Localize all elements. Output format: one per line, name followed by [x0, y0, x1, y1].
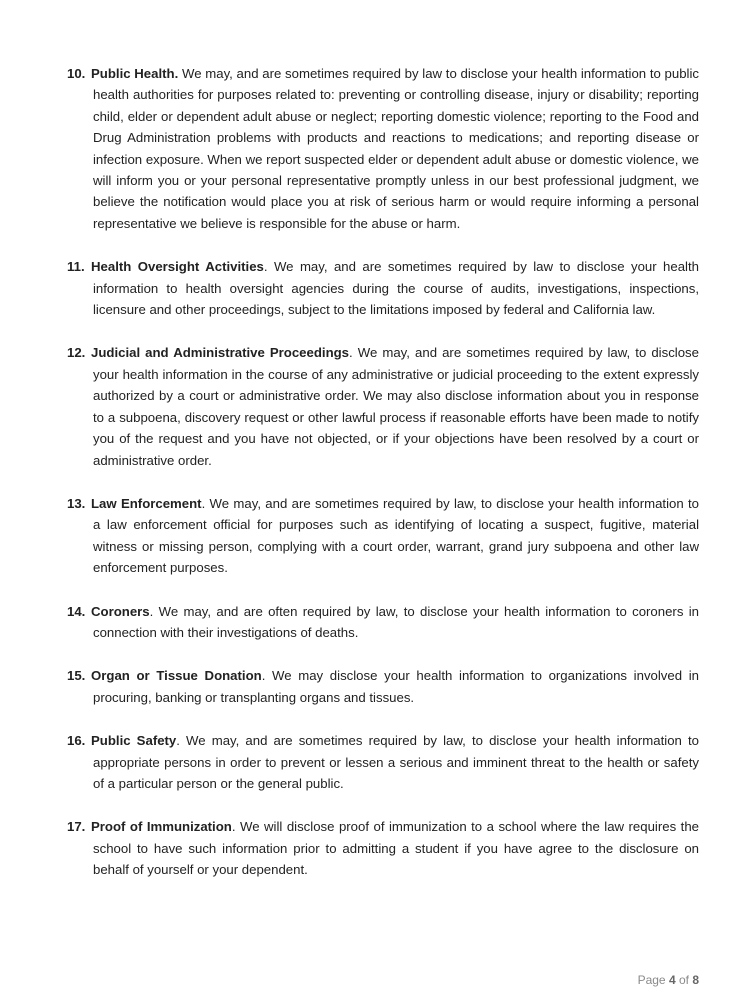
section-body: We may, and are sometimes required by law, to disclose your health information in the course of any administrative or judicial proceeding to the extent expressly authorized by a court or administrative order. We may also disclose information about you in response to a subpoena, discovery request or other lawful process if reasonable efforts have been made to notify you of the request and you have not objected, or if your objections have been resolved by a court or administrative order.	[93, 345, 699, 468]
section-title-period: .	[349, 345, 353, 361]
section-title: Organ or Tissue Donation	[91, 668, 262, 684]
page-number-footer	[638, 973, 699, 987]
section-title-period: .	[201, 495, 206, 511]
section-16	[67, 730, 699, 794]
section-title: Public Safety	[91, 733, 177, 749]
section-number: 10.	[67, 66, 86, 81]
section-title: Health Oversight Activities	[91, 259, 264, 275]
page-prefix: Page	[637, 973, 669, 987]
current-page: 4	[668, 973, 676, 987]
section-12	[67, 342, 699, 470]
section-title: Judicial and Administrative Proceedings	[91, 345, 350, 361]
section-13	[67, 493, 699, 579]
section-title: Proof of Immunization	[91, 819, 232, 835]
section-number: 13.	[67, 495, 86, 511]
section-title: Public Health.	[91, 66, 179, 81]
section-title: Law Enforcement	[91, 495, 202, 511]
section-10	[67, 63, 699, 234]
page-of: of	[675, 973, 693, 987]
section-title-period: .	[263, 259, 268, 275]
section-title-period: .	[261, 668, 266, 684]
section-body: We may, and are sometimes required by law, to disclose your health information to a law enforcement official for purposes such as identifying of locating a suspect, fugitive, material witness or missing person, complying with a court order, warrant, grand jury subpoena and other law enforcement purposes.	[93, 495, 699, 576]
section-title: Coroners	[91, 603, 150, 619]
section-14	[67, 601, 699, 644]
section-15	[67, 665, 699, 708]
section-title-period: .	[176, 733, 180, 749]
section-body: We may, and are sometimes required by law to disclose your health information to public health authorities for purposes related to: preventing or controlling disease, injury or disability; reporting child, elder or dependent adult abuse or neglect; reporting domestic violence; reporting to the Food and Drug Administration problems with products and reactions to medications; and reporting disease or infection exposure. When we report suspected elder or dependent adult abuse or domestic violence, we will inform you or your personal representative promptly unless in our best professional judgment, we believe the notification would place you at risk of serious harm or would require informing a personal representative we believe is responsible for the abuse or harm.	[93, 66, 700, 231]
section-body: We may, and are often required by law, to disclose your health information to coroners in connection with their investigations of deaths.	[93, 603, 699, 640]
section-number: 11.	[67, 259, 85, 275]
section-title-period: .	[149, 603, 154, 619]
section-number: 12.	[67, 345, 86, 361]
document-body	[67, 63, 699, 903]
section-title-period: .	[231, 819, 236, 835]
section-number: 15.	[67, 668, 86, 684]
section-number: 17.	[67, 819, 86, 835]
total-pages: 8	[692, 973, 699, 987]
section-number: 14.	[67, 603, 86, 619]
section-11	[67, 256, 699, 320]
section-number: 16.	[67, 733, 86, 749]
section-body: We will disclose proof of immunization to a school where the law requires the school to have such information prior to admitting a student if you have agree to the disclosure on behalf of yourself or your dependent.	[93, 819, 699, 878]
section-body: We may disclose your health information to organizations involved in procuring, banking or transplanting organs and tissues.	[93, 668, 699, 705]
section-17	[67, 816, 699, 880]
section-body: We may, and are sometimes required by law to disclose your health information to health oversight agencies during the course of audits, investigations, inspections, licensure and other proceedings, subject to the limitations imposed by federal and California law.	[93, 259, 699, 318]
section-body: We may, and are sometimes required by law, to disclose your health information to appropriate persons in order to prevent or lessen a serious and imminent threat to the health or safety of a particular person or the general public.	[93, 733, 699, 791]
